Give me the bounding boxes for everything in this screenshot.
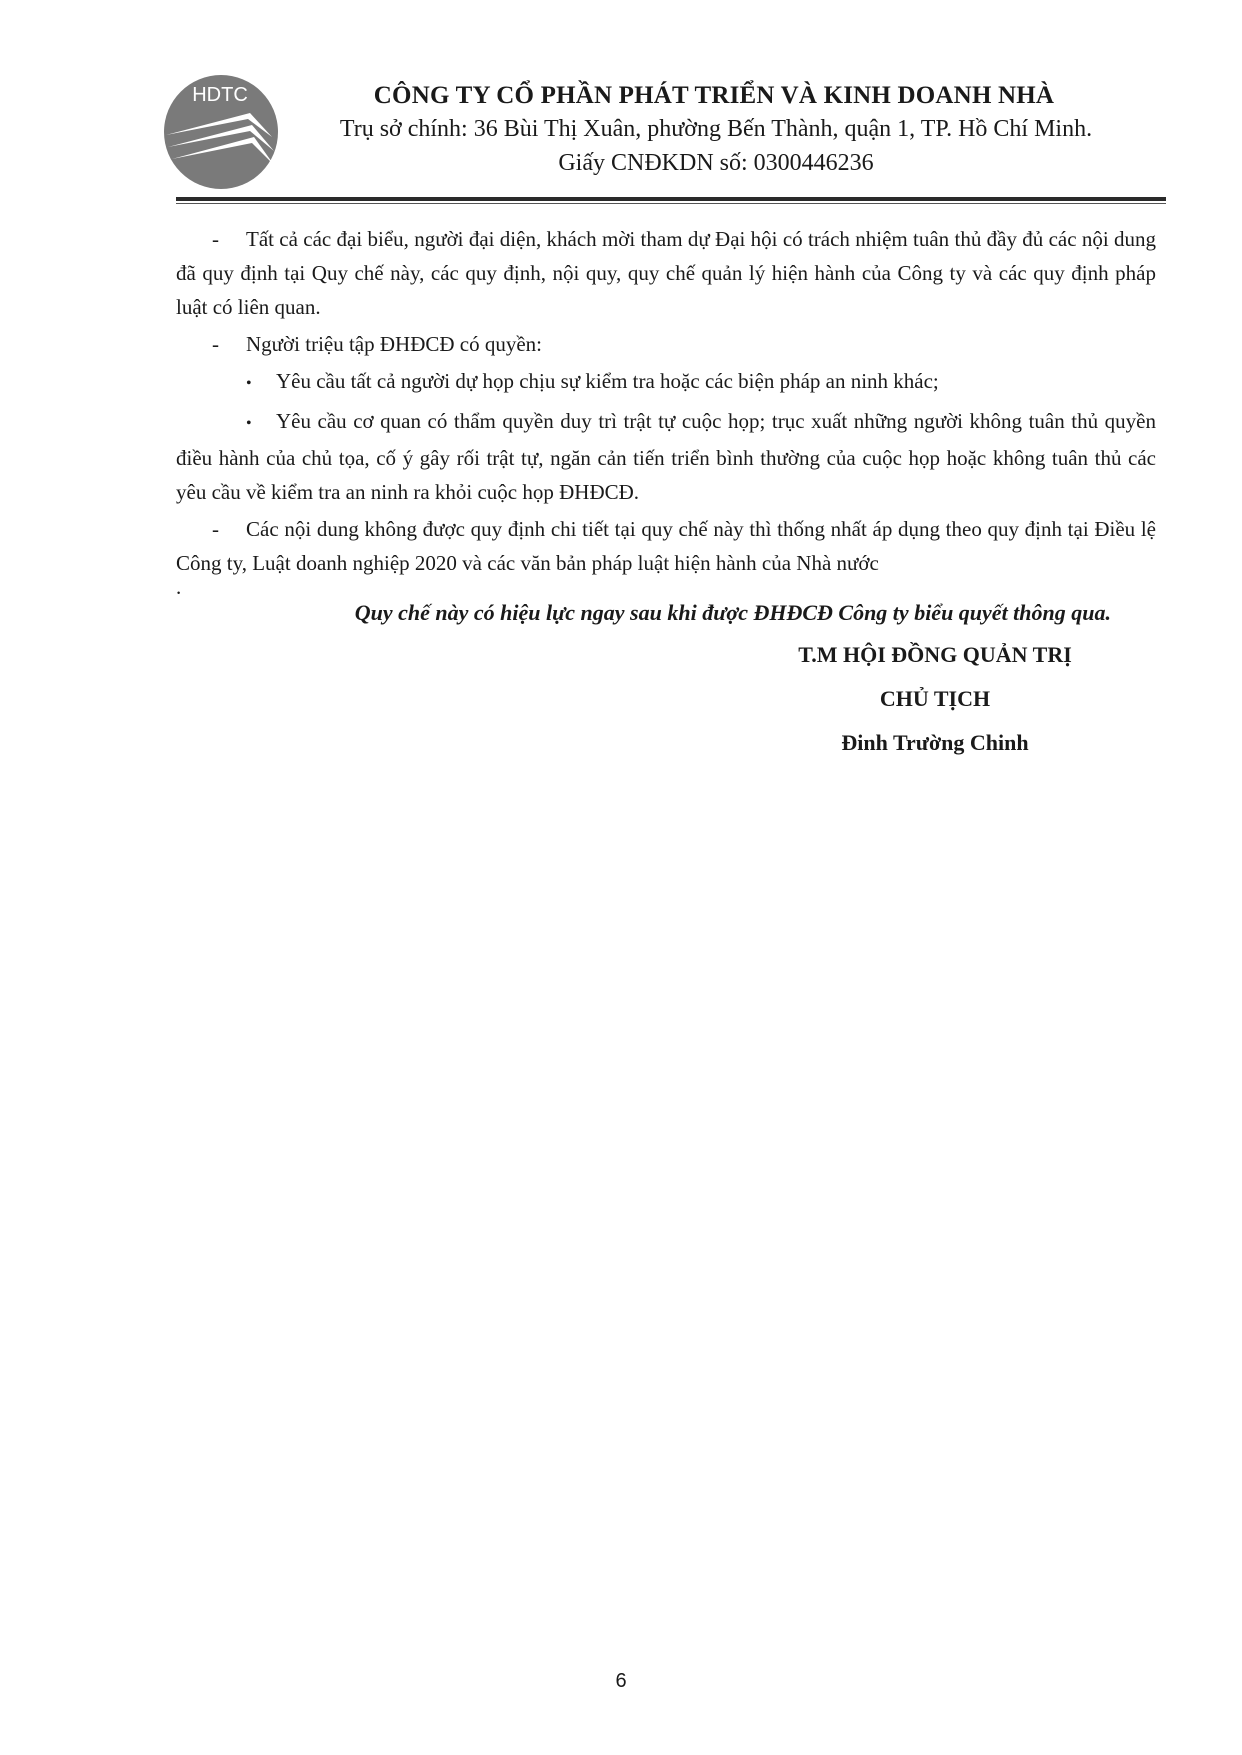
company-logo — [162, 73, 280, 191]
paragraph-text: Người triệu tập ĐHĐCĐ có quyền: — [246, 332, 543, 356]
closing-statement: Quy chế này có hiệu lực ngay sau khi được ĐHĐCĐ Công ty biểu quyết thông qua. — [354, 600, 1111, 625]
company-address: Trụ sở chính: 36 Bùi Thị Xuân, phường Bến Thành, quận 1, TP. Hồ Chí Minh. — [339, 116, 1093, 142]
document-body — [176, 222, 1156, 597]
page-number: 6 — [615, 1670, 627, 1692]
paragraph-text: Tất cả các đại biểu, người đại diện, khách mời tham dự Đại hội có trách nhiệm tuân thủ đầy đủ các nội dung đã quy định tại Quy chế này, các quy định, nội quy, quy chế quản lý hiện hành của Công ty và các quy định pháp luật có liên quan. — [176, 227, 1156, 319]
header-divider-thin — [176, 203, 1166, 204]
signatory-name: Đinh Trường Chinh — [841, 730, 1029, 755]
bullet-text: Yêu cầu cơ quan có thẩm quyền duy trì trật tự cuộc họp; trục xuất những người không tuân thủ quyền điều hành của chủ tọa, cố ý gây rối trật tự, ngăn cản tiến triển bình thường của cuộc họp hoặc không tuân thủ các yêu cầu về kiểm tra an ninh ra khỏi cuộc họp ĐHĐCĐ. — [176, 409, 1156, 504]
signature-role: CHỦ TỊCH — [879, 686, 991, 711]
paragraph-text: Các nội dung không được quy định chi tiết tại quy chế này thì thống nhất áp dụng theo quy định tại Điều lệ Công ty, Luật doanh nghiệp 2020 và các văn bản pháp luật hiện hành của Nhà nước — [176, 517, 1156, 575]
bullet-item-security-check — [176, 364, 1156, 401]
document-header — [0, 0, 1242, 210]
bullet-icon: • — [246, 415, 252, 432]
bullet-icon: • — [246, 375, 252, 392]
company-name: CÔNG TY CỔ PHẦN PHÁT TRIỂN VÀ KINH DOANH NHÀ — [373, 82, 1055, 109]
signature-on-behalf: T.M HỘI ĐỒNG QUẢN TRỊ — [798, 642, 1072, 667]
trailing-dot: . — [176, 575, 182, 599]
paragraph-applicable-regulations — [176, 512, 1156, 580]
dash-marker: - — [212, 227, 219, 251]
bullet-text: Yêu cầu tất cả người dự họp chịu sự kiểm tra hoặc các biện pháp an ninh khác; — [276, 369, 939, 393]
dash-marker: - — [212, 517, 219, 541]
logo-text: HDTC — [192, 84, 248, 106]
paragraph-attendee-obligations — [176, 222, 1156, 324]
header-divider-thick — [176, 197, 1166, 201]
dash-marker: - — [212, 332, 219, 356]
paragraph-convener-rights — [176, 327, 1156, 361]
business-registration: Giấy CNĐKDN số: 0300446236 — [558, 150, 874, 176]
bullet-item-maintain-order — [176, 404, 1156, 509]
